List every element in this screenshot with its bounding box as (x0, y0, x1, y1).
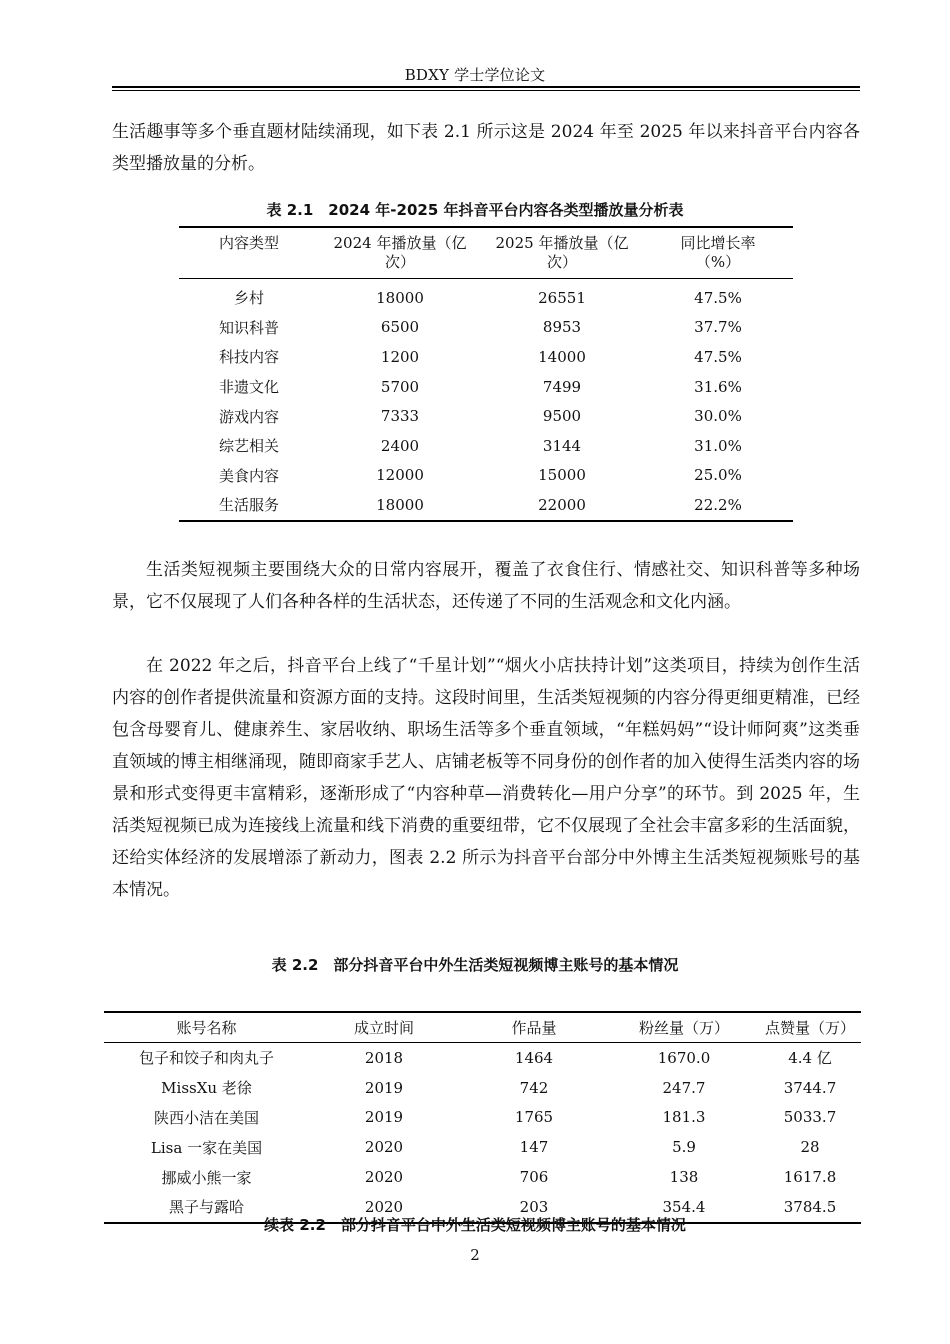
table-cell: 美食内容 (218, 466, 279, 485)
table-cell: 247.7 (662, 1078, 706, 1097)
table1-header-row (179, 227, 793, 279)
table1-header-cell: 内容类型 (179, 227, 319, 279)
table-cell: 47.5% (694, 347, 742, 366)
table-cell: 知识科普 (218, 318, 279, 337)
table-cell: 包子和饺子和肉丸子 (138, 1049, 274, 1068)
table-cell: 8953 (542, 318, 582, 337)
table-cell: 12000 (376, 466, 424, 485)
table-cell: 181.3 (662, 1108, 706, 1127)
table-cell: 综艺相关 (218, 437, 279, 456)
table-cell: 31.0% (694, 436, 742, 455)
table-cell: 742 (519, 1078, 549, 1097)
table-cell: 1200 (380, 347, 420, 366)
table-cell: MissXu 老徐 (161, 1079, 252, 1098)
table-cell: 18000 (376, 495, 424, 514)
table-cell: 28 (800, 1138, 820, 1157)
table-cell: 7333 (380, 407, 420, 426)
table2-header-cell: 账号名称 (104, 1012, 309, 1043)
table-row (179, 279, 793, 313)
table2-header-cell: 成立时间 (309, 1012, 459, 1043)
table-cell: 15000 (538, 466, 586, 485)
table-row (104, 1073, 861, 1103)
table1 (179, 226, 793, 522)
table-cell: 1464 (514, 1048, 554, 1067)
table-cell: 陕西小洁在美国 (153, 1108, 259, 1127)
table-cell: 乡村 (233, 289, 264, 308)
paragraph-body-1: 生活类短视频主要围绕大众的日常内容展开，覆盖了衣食住行、情感社交、知识科普等多种场景，它不仅展现了人们各种各样的生活状态，还传递了不同的生活观念和文化内涵。 (112, 560, 860, 612)
table2 (104, 1011, 861, 1224)
table-row (179, 490, 793, 521)
paragraph-body-2: 在 2022 年之后，抖音平台上线了“千星计划”“烟火小店扶持计划”这类项目，持续为创作生活内容的创作者提供流量和资源方面的支持。这段时间里，生活类短视频的内容分得更细更精准，已经包含母婴育儿、健康养生、家居收纳、职场生活等多个垂直领域，“年糕妈妈”“设计师阿爽”这类垂直领域的博主相继涌现，随即商家手艺人、店铺老板等不同身份的创作者的加入使得生活类内容的场景和形式变得更丰富精彩，逐渐形成了“内容种草—消费转化—用户分享”的环节。到 2025 年，生活类短视频已成为连接线上流量和线下消费的重要纽带，它不仅展现了全社会丰富多彩的生活面貌，还给实体经济的发展增添了新动力，图表 2.2 所示为抖音平台部分中外博主生活类短视频账号的基本情况。 (112, 656, 860, 900)
table-cell: 25.0% (694, 466, 742, 485)
table1-header-cell: 2025 年播放量（亿次） (481, 227, 643, 279)
table-cell: 非遗文化 (218, 378, 279, 397)
table-cell: 37.7% (694, 318, 742, 337)
table-cell: 9500 (542, 407, 582, 426)
table-row (104, 1043, 861, 1073)
table-cell: 4.4 亿 (788, 1049, 832, 1068)
table1-header-cell: 2024 年播放量（亿次） (319, 227, 481, 279)
table-cell: 203 (519, 1197, 549, 1216)
table-cell: 5.9 (672, 1138, 696, 1157)
table-row (104, 1132, 861, 1162)
table-cell: 47.5% (694, 288, 742, 307)
table2-header-row (104, 1012, 861, 1043)
table-cell: 1765 (514, 1108, 554, 1127)
page-number: 2 (470, 1246, 480, 1264)
table2-caption: 表 2.2 部分抖音平台中外生活类短视频博主账号的基本情况 (271, 956, 679, 974)
table-cell: 26551 (538, 288, 586, 307)
table-cell: 7499 (542, 377, 582, 396)
table-cell: Lisa 一家在美国 (150, 1138, 263, 1157)
table-cell: 706 (519, 1168, 549, 1187)
table-cell: 14000 (538, 347, 586, 366)
table-cell: 2020 (364, 1168, 404, 1187)
table-row (104, 1162, 861, 1192)
table2-header-cell: 作品量 (459, 1012, 609, 1043)
table2-header-cell: 粉丝量（万） (609, 1012, 759, 1043)
paragraph-intro: 生活趣事等多个垂直题材陆续涌现，如下表 2.1 所示这是 2024 年至 2025 年以来抖音平台内容各类型播放量的分析。 (112, 122, 860, 174)
header-rule-secondary (112, 90, 860, 91)
table-row (179, 431, 793, 461)
table-cell: 30.0% (694, 407, 742, 426)
table-row (179, 401, 793, 431)
table-cell: 2019 (364, 1078, 404, 1097)
table-cell: 31.6% (694, 377, 742, 396)
table-row (104, 1103, 861, 1133)
table2-header-cell: 点赞量（万） (759, 1012, 861, 1043)
table-cell: 22.2% (694, 495, 742, 514)
table-cell: 2018 (364, 1048, 404, 1067)
table-cell: 22000 (538, 495, 586, 514)
table-cell: 3784.5 (783, 1197, 837, 1216)
table-row (179, 461, 793, 491)
table-cell: 2019 (364, 1108, 404, 1127)
table-row (179, 342, 793, 372)
table-row (179, 372, 793, 402)
table-cell: 1670.0 (657, 1048, 711, 1067)
table-cell: 科技内容 (218, 348, 279, 367)
table-cell: 2400 (380, 436, 420, 455)
table-cell: 3144 (542, 436, 582, 455)
table-cell: 138 (669, 1168, 699, 1187)
table-cell: 18000 (376, 288, 424, 307)
table-cell: 354.4 (662, 1197, 706, 1216)
table-cell: 黑子与露哈 (168, 1198, 244, 1217)
table-cell: 5700 (380, 377, 420, 396)
table-cell: 5033.7 (783, 1108, 837, 1127)
table1-header-cell: 同比增长率（%） (643, 227, 793, 279)
table-cell: 挪威小熊一家 (161, 1168, 252, 1187)
table-cell: 147 (519, 1138, 549, 1157)
table-cell: 生活服务 (218, 496, 279, 515)
table3-caption: 续表 2.2 部分抖音平台中外生活类短视频博主账号的基本情况 (264, 1216, 686, 1234)
table-cell: 2020 (364, 1138, 404, 1157)
header-rule (112, 86, 860, 88)
page-header-title: BDXY 学士学位论文 (404, 66, 546, 84)
table-cell: 2020 (364, 1197, 404, 1216)
table1-caption: 表 2.1 2024 年-2025 年抖音平台内容各类型播放量分析表 (266, 201, 684, 219)
table-cell: 1617.8 (783, 1168, 837, 1187)
table-cell: 游戏内容 (218, 407, 279, 426)
table-row (179, 313, 793, 343)
table-cell: 6500 (380, 318, 420, 337)
table-cell: 3744.7 (783, 1078, 837, 1097)
